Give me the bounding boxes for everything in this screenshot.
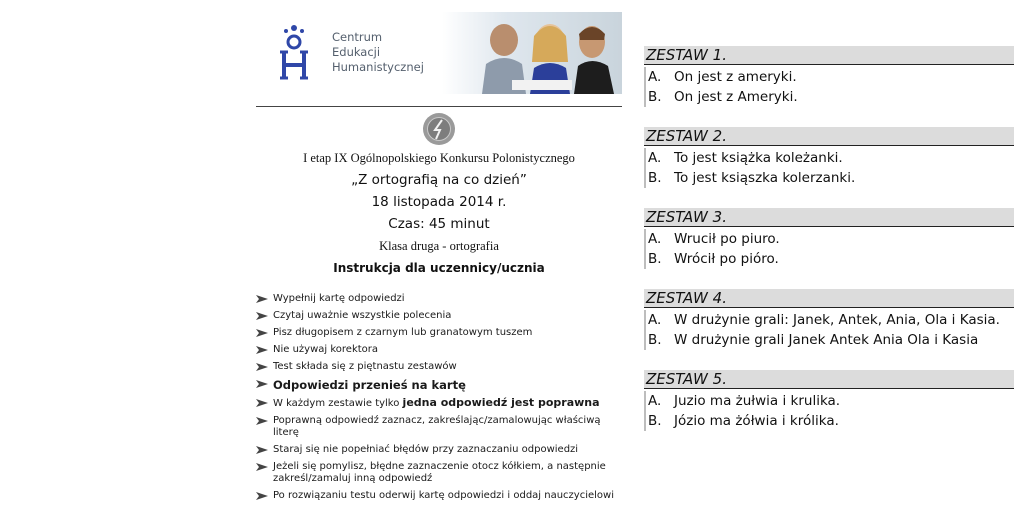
instruction-text: Odpowiedzi przenieś na kartę [273, 378, 466, 392]
arrow-bullet-icon [256, 311, 268, 321]
answer-option-b[interactable] [646, 330, 1014, 350]
set-title: ZESTAW 3. [644, 208, 1014, 227]
org-name [332, 30, 424, 75]
option-list [644, 391, 1014, 431]
question-set [644, 370, 1014, 431]
instructions-list [256, 293, 622, 507]
instruction-text: Wypełnij kartę odpowiedzi [273, 293, 405, 304]
instruction-item [256, 361, 622, 373]
instruction-text: Nie używaj korektora [273, 344, 379, 355]
option-text: To jest ksiąszka kolerzanki. [674, 170, 856, 186]
option-letter: B. [648, 251, 662, 267]
instruction-text: Po rozwiązaniu testu oderwij kartę odpowiedzi i oddaj nauczycielowi [273, 490, 614, 501]
option-text: To jest książka koleżanki. [674, 150, 843, 166]
option-text: Wrócił po pióro. [674, 251, 779, 267]
instruction-text: W każdym zestawie tylko [273, 398, 403, 409]
instruction-item [256, 310, 622, 322]
org-name-line: Edukacji [332, 45, 381, 59]
option-list [644, 148, 1014, 188]
instruction-item [256, 327, 622, 339]
option-text: Wrucił po piuro. [674, 231, 780, 247]
instruction-item [256, 397, 622, 410]
set-title: ZESTAW 4. [644, 289, 1014, 308]
instruction-text: Poprawną odpowiedź zaznacz, zakreślając/zamalowując właściwą literę [273, 415, 601, 438]
option-text: On jest z ameryki. [674, 69, 797, 85]
seal-icon [422, 112, 456, 146]
students-photo [442, 12, 622, 94]
question-set [644, 289, 1014, 350]
set-title: ZESTAW 2. [644, 127, 1014, 146]
org-logo-icon [276, 22, 312, 82]
contest-time: Czas: 45 minut [388, 216, 490, 232]
instruction-item [256, 490, 622, 502]
arrow-bullet-icon [256, 445, 268, 455]
org-name-line: Humanistycznej [332, 60, 424, 74]
instruction-item [256, 344, 622, 356]
option-letter: A. [648, 393, 662, 409]
arrow-bullet-icon [256, 379, 268, 389]
question-set [644, 208, 1014, 269]
answer-option-b[interactable] [646, 249, 1014, 269]
arrow-bullet-icon [256, 462, 268, 472]
arrow-bullet-icon [256, 491, 268, 501]
instruction-text: Staraj się nie popełniać błędów przy zaznaczaniu odpowiedzi [273, 444, 579, 455]
option-letter: A. [648, 69, 662, 85]
answer-option-b[interactable] [646, 87, 1014, 107]
answer-option-b[interactable] [646, 168, 1014, 188]
instruction-text: Pisz długopisem z czarnym lub granatowym tuszem [273, 327, 533, 338]
option-list [644, 67, 1014, 107]
set-title: ZESTAW 1. [644, 46, 1014, 65]
option-text: Juzio ma żułwia i krulika. [674, 393, 841, 409]
option-list [644, 310, 1014, 350]
arrow-bullet-icon [256, 398, 268, 408]
contest-title: I etap IX Ogólnopolskiego Konkursu Polonistycznego [303, 151, 575, 165]
instruction-text: Czytaj uważnie wszystkie polecenia [273, 310, 452, 321]
arrow-bullet-icon [256, 294, 268, 304]
contest-class: Klasa druga - ortografia [379, 239, 499, 253]
answer-option-a[interactable] [646, 391, 1014, 411]
instruction-item [256, 378, 622, 392]
instruction-item [256, 415, 622, 439]
contest-date: 18 listopada 2014 r. [371, 194, 507, 210]
option-text: Józio ma żółwia i królika. [674, 413, 839, 429]
option-text: W drużynie grali: Janek, Antek, Ania, Ola i Kasia. [674, 312, 1000, 328]
instructions-heading: Instrukcja dla uczennicy/ucznia [333, 261, 545, 275]
arrow-bullet-icon [256, 362, 268, 372]
instruction-emphasis: jedna odpowiedź jest poprawna [402, 396, 600, 409]
arrow-bullet-icon [256, 416, 268, 426]
answer-option-a[interactable] [646, 310, 1014, 330]
option-letter: A. [648, 231, 662, 247]
option-letter: A. [648, 312, 662, 328]
option-letter: B. [648, 170, 662, 186]
contest-subtitle: „Z ortografią na co dzień” [351, 172, 527, 188]
org-name-line: Centrum [332, 30, 383, 44]
header-divider [256, 106, 622, 107]
question-set [644, 46, 1014, 107]
question-page [644, 46, 1014, 451]
instruction-text: Test składa się z piętnastu zestawów [273, 361, 457, 372]
instruction-text: Jeżeli się pomylisz, błędne zaznaczenie otocz kółkiem, a następnie zakreśl/zamaluj inną odpowiedź [273, 461, 606, 484]
instruction-item [256, 461, 622, 485]
page-header [256, 12, 622, 94]
answer-option-a[interactable] [646, 229, 1014, 249]
option-text: W drużynie grali Janek Antek Ania Ola i Kasia [674, 332, 979, 348]
set-title: ZESTAW 5. [644, 370, 1014, 389]
option-letter: A. [648, 150, 662, 166]
option-letter: B. [648, 332, 662, 348]
answer-option-b[interactable] [646, 411, 1014, 431]
option-text: On jest z Ameryki. [674, 89, 798, 105]
question-set [644, 127, 1014, 188]
option-letter: B. [648, 413, 662, 429]
arrow-bullet-icon [256, 345, 268, 355]
option-letter: B. [648, 89, 662, 105]
option-list [644, 229, 1014, 269]
instruction-item [256, 444, 622, 456]
answer-option-a[interactable] [646, 148, 1014, 168]
answer-option-a[interactable] [646, 67, 1014, 87]
title-page [256, 0, 622, 512]
arrow-bullet-icon [256, 328, 268, 338]
instruction-item [256, 293, 622, 305]
